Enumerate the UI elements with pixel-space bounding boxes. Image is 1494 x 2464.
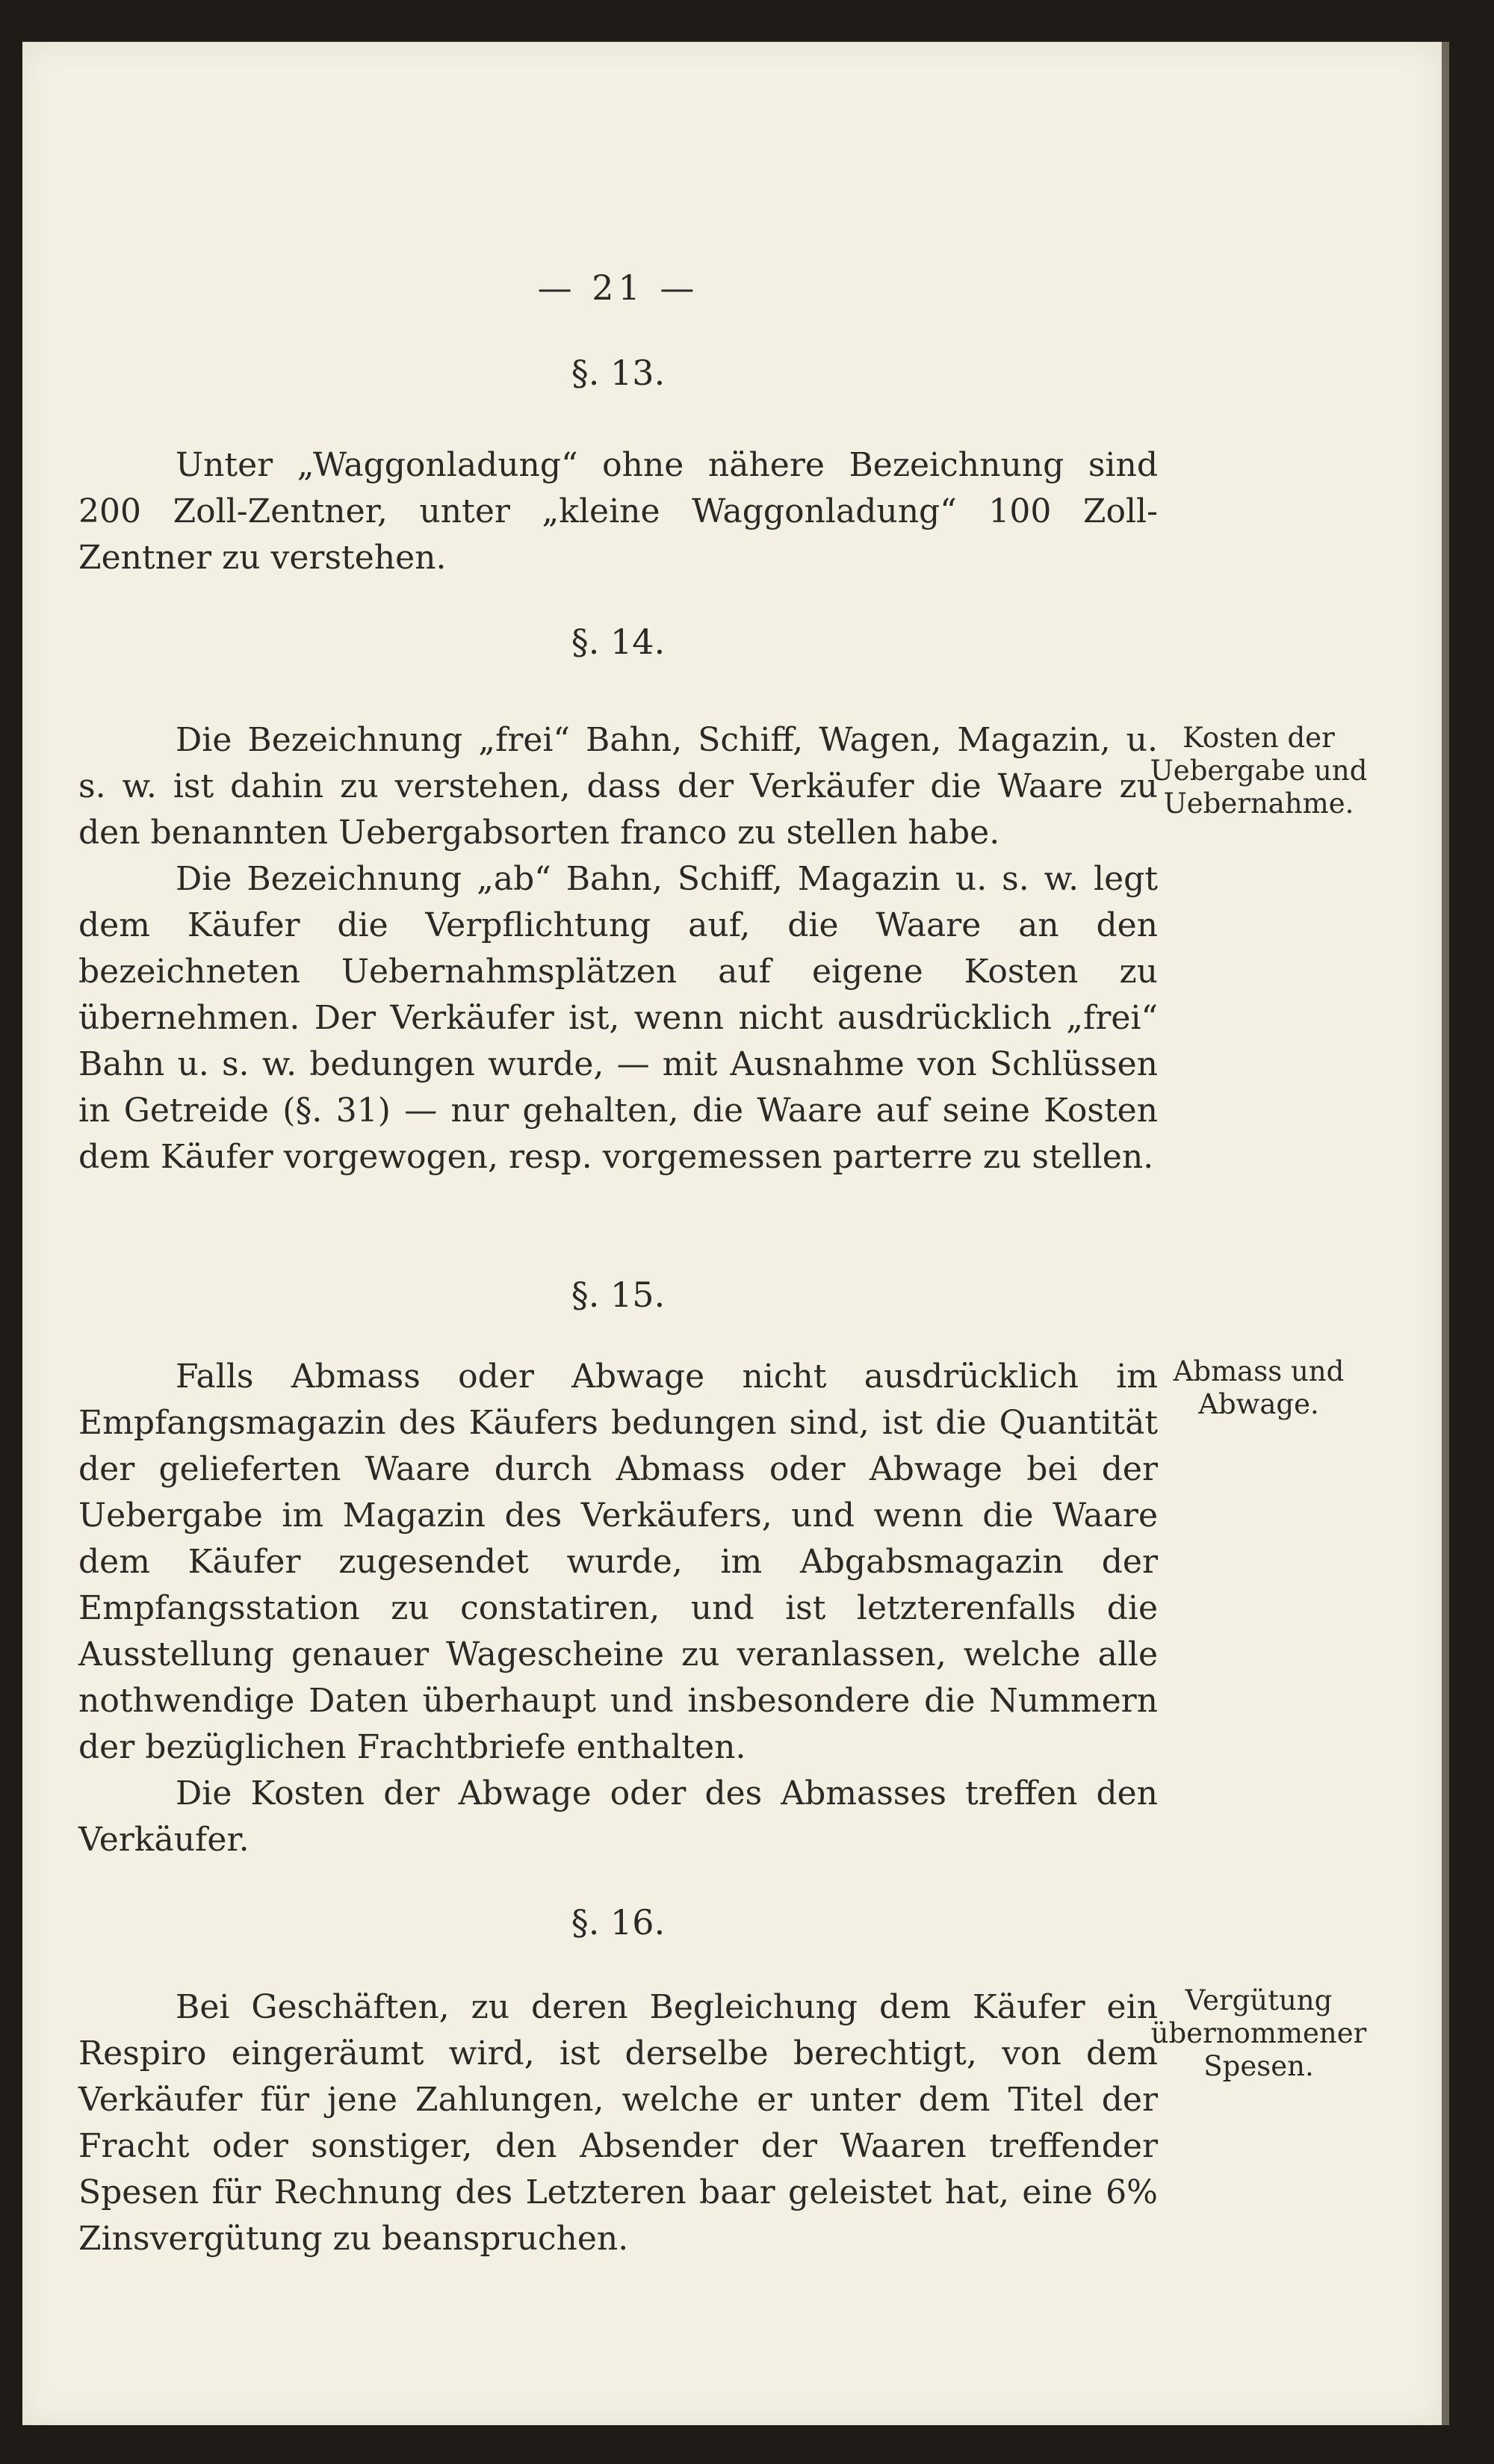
margin-note-14: Kosten der Uebergabe und Uebernahme.	[1150, 722, 1368, 820]
paragraph-15-1: Falls Abmass oder Abwage nicht ausdrücklich im Empfangsmagazin des Käufers bedungen sind, ist die Quantität der gelieferten Waare durch Abmass oder Abwage bei der Uebergabe im Magazin des Verkäufers, und wenn die Waare dem Käufer zugesendet wurde, im Abgabsmagazin der Empfangsstation zu constatiren, und ist letzterenfalls die Ausstellung genauer Wagescheine zu veranlassen, welche alle nothwendige Daten überhaupt und insbesondere die Nummern der bezüglichen Frachtbriefe enthalten.	[78, 1358, 1158, 1766]
page-number: — 21 —	[537, 267, 699, 308]
paragraph-13-1: Unter „Waggonladung“ ohne nähere Bezeichnung sind 200 Zoll-Zentner, unter „kleine Waggonladung“ 100 Zoll-Zentner zu verstehen.	[78, 446, 1158, 577]
page-edge-shadow	[1442, 42, 1449, 2425]
margin-note-16: Vergütung übernommener Spesen.	[1150, 1984, 1367, 2082]
section-title-13: §. 13.	[571, 353, 666, 393]
book-page	[22, 42, 1442, 2425]
paragraph-14-1: Die Bezeichnung „frei“ Bahn, Schiff, Wagen, Magazin, u. s. w. ist dahin zu verstehen, dass der Verkäufer die Waare zu den benannten Uebergabsorten franco zu stellen habe.	[78, 721, 1158, 852]
paragraph-15-2: Die Kosten der Abwage oder des Abmasses treffen den Verkäufer.	[78, 1774, 1158, 1859]
paragraph-16-1: Bei Geschäften, zu deren Begleichung dem Käufer ein Respiro eingeräumt wird, ist derselbe berechtigt, von dem Verkäufer für jene Zahlungen, welche er unter dem Titel der Fracht oder sonstiger, den Absender der Waaren treffender Spesen für Rechnung des Letzteren baar geleistet hat, eine 6% Zinsvergütung zu beanspruchen.	[78, 1988, 1158, 2258]
section-title-14: §. 14.	[571, 622, 666, 662]
paragraph-14-2: Die Bezeichnung „ab“ Bahn, Schiff, Magazin u. s. w. legt dem Käufer die Verpflichtung auf, die Waare an den bezeichneten Uebernahmsplätzen auf eigene Kosten zu übernehmen. Der Verkäufer ist, wenn nicht ausdrücklich „frei“ Bahn u. s. w. bedungen wurde, — mit Ausnahme von Schlüssen in Getreide (§. 31) — nur gehalten, die Waare auf seine Kosten dem Käufer vorgewogen, resp. vorgemessen parterre zu stellen.	[78, 860, 1158, 1176]
section-title-16: §. 16.	[571, 1902, 666, 1943]
section-title-15: §. 15.	[571, 1275, 666, 1315]
margin-note-15: Abmass und Abwage.	[1173, 1355, 1345, 1420]
